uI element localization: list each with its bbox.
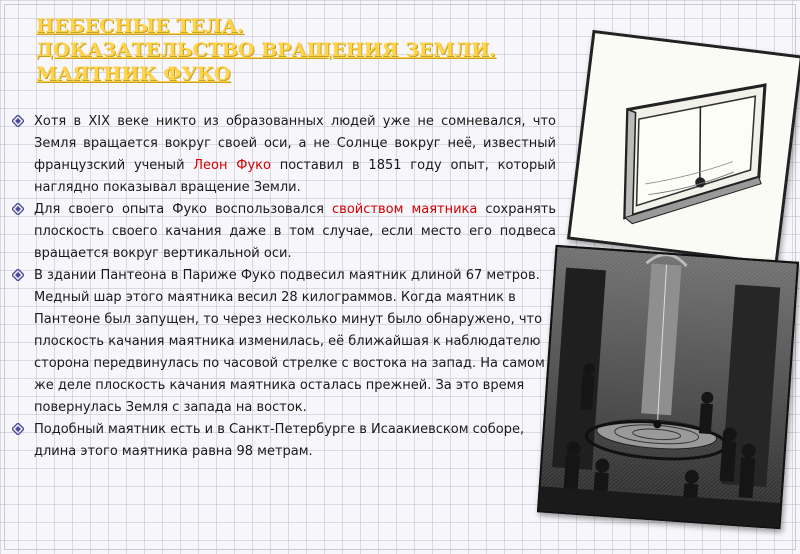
paragraph-4 — [10, 419, 556, 463]
paragraph-1-text-start: Хотя в XIX веке никто из образованных людей уже не сомневался, что Земля вращается вокруг своей оси, а не Солнце вокруг неё, известный французский ученый — [34, 114, 556, 173]
title-line-3: МАЯТНИК ФУКО — [36, 63, 231, 85]
paragraph-1-text-end: поставил в 1851 году опыт, который наглядно показывал вращение Земли. — [34, 158, 556, 195]
paragraph-3-text: В здании Пантеона в Париже Фуко подвесил маятник длиной 67 метров. Медный шар этого маятника весил 28 килограммов. Когда маятник в Пантеоне был запущен, то через несколько минут было обнаружено, что плоскость качания маятника изменилась, её ближайшая к наблюдателю сторона передвинулась по часовой стрелке с востока на запад. На самом же деле плоскость качания маятника осталась прежней. За это время повернулась Земля с запада на восток. — [34, 268, 545, 415]
pantheon-engraving-image — [539, 247, 797, 527]
paragraph-1 — [10, 111, 556, 199]
highlight-leon-foucault: Леон Фуко — [193, 158, 271, 173]
paragraph-4-text: Подобный маятник есть и в Санкт-Петербурге в Исаакиевском соборе, длина этого маятника равна 98 метрам. — [34, 422, 525, 459]
title-line-2: ДОКАЗАТЕЛЬСТВО ВРАЩЕНИЯ ЗЕМЛИ. — [36, 39, 496, 61]
paragraph-3 — [10, 265, 556, 419]
paragraph-2-text-end: сохранять плоскость своего качания даже в том случае, если место его подвеса вращается вокруг вертикальной оси. — [34, 202, 556, 261]
diamond-bullet-icon — [12, 203, 24, 215]
pantheon-engraving-illustration — [537, 245, 799, 529]
diamond-bullet-icon — [12, 115, 24, 127]
pendulum-sketch-image — [570, 33, 799, 262]
highlight-pendulum-property: свойством маятника — [332, 202, 478, 217]
paragraph-2 — [10, 199, 556, 265]
diamond-bullet-icon — [12, 423, 24, 435]
slide-title — [36, 14, 596, 86]
paragraph-2-text-start: Для своего опыта Фуко воспользовался — [34, 202, 333, 217]
pendulum-frame-illustration — [567, 30, 800, 265]
title-line-1: НЕБЕСНЫЕ ТЕЛА. — [36, 15, 244, 37]
diamond-bullet-icon — [12, 269, 24, 281]
slide-body — [10, 111, 556, 463]
